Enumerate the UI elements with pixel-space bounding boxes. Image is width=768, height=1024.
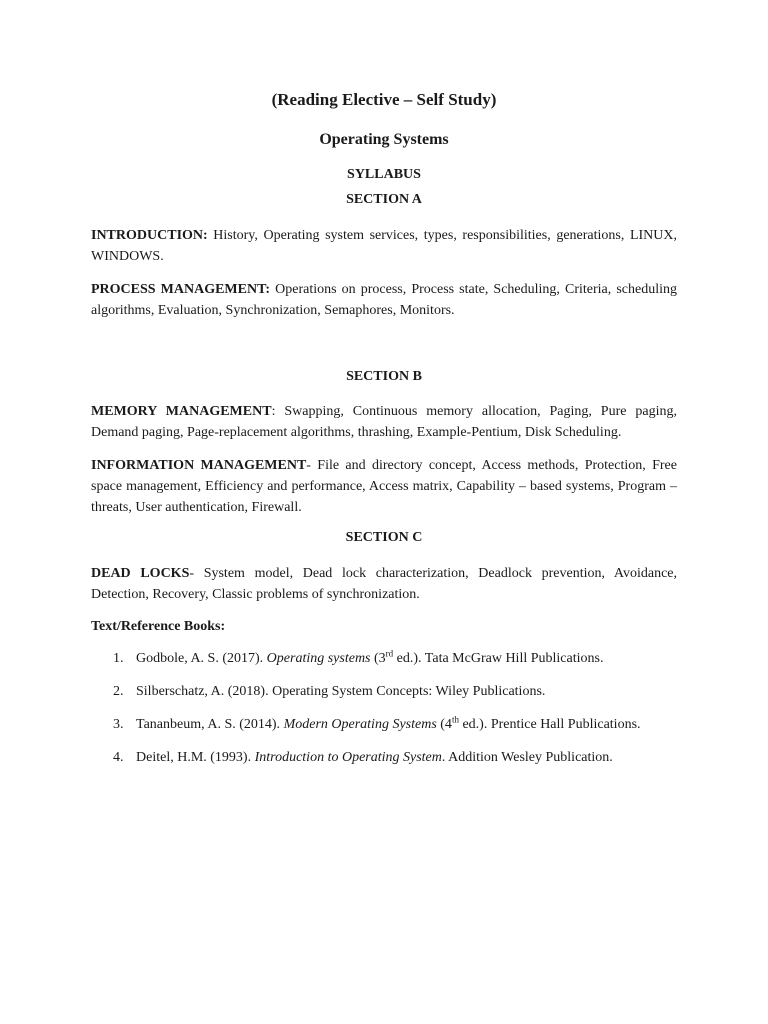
section-c-heading: SECTION C <box>345 530 423 545</box>
syllabus-heading: SYLLABUS <box>347 167 421 182</box>
reference-number: 4. <box>113 750 124 765</box>
reference-number: 1. <box>113 651 124 666</box>
reference-edition: (3 <box>370 651 386 666</box>
reference-book-title: Introduction to Operating System <box>254 750 442 765</box>
reference-edition-suffix: th <box>451 714 459 725</box>
course-title: Operating Systems <box>319 131 449 148</box>
reference-publisher: ed.). Prentice Hall Publications. <box>458 717 641 732</box>
process-management-text: Operations on process, Process state, Scheduling, Criteria, scheduling algorithms, Evaluation, Synchronization, Semaphores, Monitors. <box>91 282 678 318</box>
reference-text: Silberschatz, A. (2018). Operating System Concepts: Wiley Publications. <box>136 684 546 699</box>
information-management-text: - File and directory concept, Access methods, Protection, Free space management, Efficiency and performance, Access matrix, Capability – based systems, Program – threats, User authentication, Firewall. <box>91 458 677 515</box>
document-title: (Reading Elective – Self Study) <box>271 90 497 109</box>
reference-number: 2. <box>113 684 124 699</box>
reference-item <box>91 748 677 767</box>
references-list <box>91 649 677 767</box>
reference-book-title: Operating systems <box>266 651 371 666</box>
reference-number: 3. <box>113 717 124 732</box>
memory-management-label: MEMORY MANAGEMENT <box>91 404 272 419</box>
reference-item <box>91 715 677 734</box>
reference-book-title: Modern Operating Systems <box>283 717 437 732</box>
reference-publisher: . Addition Wesley Publication. <box>441 750 613 765</box>
reference-item <box>91 682 677 701</box>
reference-edition: (4 <box>436 717 452 732</box>
introduction-paragraph <box>91 225 677 267</box>
dead-locks-paragraph <box>91 563 677 605</box>
reference-text: Godbole, A. S. (2017). <box>136 651 267 666</box>
section-a-heading: SECTION A <box>346 192 422 207</box>
information-management-label: INFORMATION MANAGEMENT <box>91 458 307 473</box>
process-management-paragraph <box>91 279 677 321</box>
dead-locks-label: DEAD LOCKS <box>91 566 190 581</box>
information-management-paragraph <box>91 455 677 518</box>
process-management-label: PROCESS MANAGEMENT: <box>91 282 271 297</box>
reference-text: Deitel, H.M. (1993). <box>136 750 255 765</box>
memory-management-paragraph <box>91 401 677 443</box>
memory-management-text: : Swapping, Continuous memory allocation, Paging, Pure paging, Demand paging, Page-replacement algorithms, thrashing, Example-Pentium, Disk Scheduling. <box>91 404 677 440</box>
section-b-heading: SECTION B <box>346 369 422 384</box>
reference-item <box>91 649 677 668</box>
dead-locks-text: - System model, Dead lock characterization, Deadlock prevention, Avoidance, Detection, Recovery, Classic problems of synchronization. <box>91 566 677 602</box>
reference-edition-suffix: rd <box>385 648 394 659</box>
reference-publisher: ed.). Tata McGraw Hill Publications. <box>393 651 604 666</box>
syllabus-document <box>91 90 677 767</box>
introduction-label: INTRODUCTION: <box>91 228 208 243</box>
introduction-text: History, Operating system services, types, responsibilities, generations, LINUX, WINDOWS. <box>91 228 677 264</box>
reference-text: Tananbeum, A. S. (2014). <box>136 717 284 732</box>
references-heading: Text/Reference Books: <box>91 619 226 634</box>
